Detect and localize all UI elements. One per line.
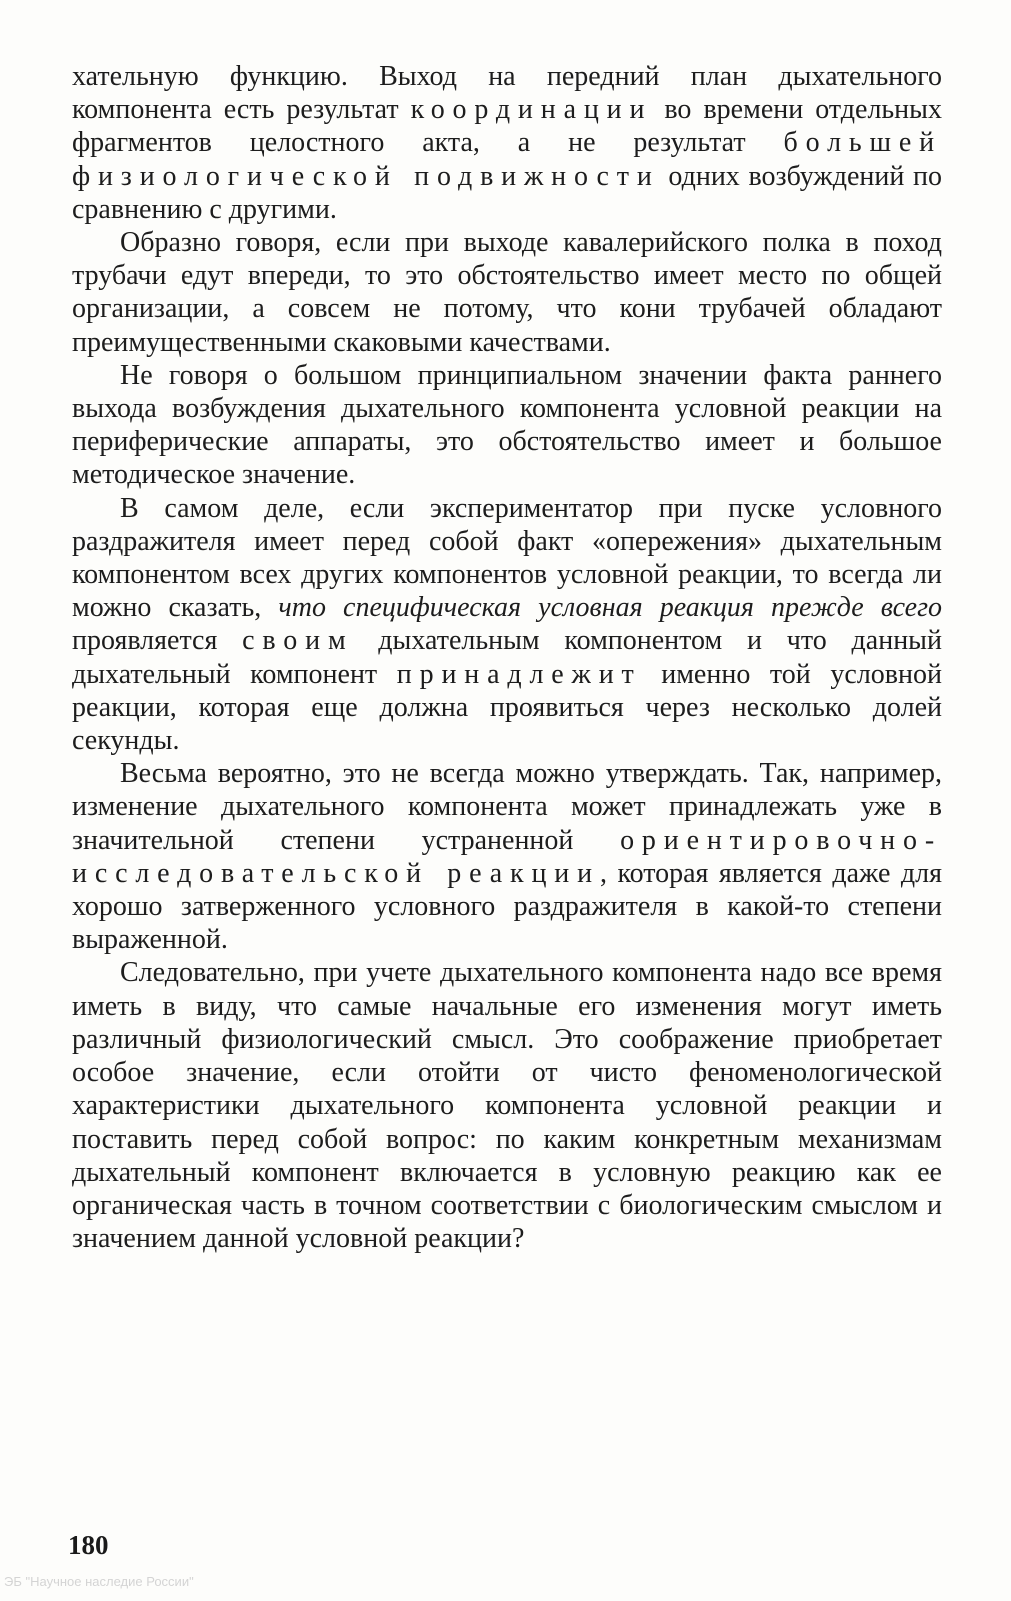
- paragraph-text: именно той условной реакции, которая еще должна проявиться через несколько долей секунды.: [72, 658, 942, 757]
- paragraph-text: Не говоря о большом принципиальном значении факта раннего выхода возбуждения дыхательного компонента условной реакции на периферические аппараты, это обстоятельство имеет и большое методическое значение.: [72, 359, 942, 491]
- spaced-emphasis-text: координации: [410, 94, 653, 126]
- paragraph-text: одних возбуждений по сравнению с другими.: [72, 160, 943, 225]
- paragraph: [72, 60, 942, 226]
- paragraph-text: Образно говоря, если при выходе кавалерийского полка в поход трубачи едут впереди, то это обстоятельство имеет место по общей организации, а совсем не потому, что кони трубачей обладают преимущественными скаковыми качествами.: [72, 227, 942, 358]
- spaced-emphasis-text: большей физиологической подвижности: [72, 127, 942, 192]
- italic-emphasis-text: что специфическая условная реакция прежде всего: [278, 592, 943, 624]
- paragraph: [72, 757, 942, 956]
- paragraph-text: хательную функцию. Выход на передний план дыхательного компонента есть результат: [72, 61, 942, 126]
- paragraph-text: во времени отдельных фрагментов целостного акта, а не результат: [72, 94, 942, 159]
- body-text: [72, 60, 942, 1255]
- paragraph: [72, 956, 942, 1255]
- page-number: 180: [68, 1530, 109, 1560]
- paragraph: [72, 492, 942, 758]
- spaced-emphasis-text: ориентировочно-исследовательской реакции: [72, 824, 942, 889]
- paragraph-text: проявляется: [72, 625, 243, 657]
- paragraph-text: Следовательно, при учете дыхательного компонента надо все время иметь в виду, что самые начальные его изменения могут иметь различный физиологический смысл. Это соображение приобретает особое значение, если отойти от чисто феноменологической характеристики дыхательного компонента условной реакции и поставить перед собой вопрос: по каким конкретным механизмам дыхательный компонент включается в условную реакцию как ее органическая часть в точном соответствии с биологическим смыслом и значением данной условной реакции?: [72, 957, 942, 1255]
- paragraph-text: Весьма вероятно, это не всегда можно утверждать. Так, например, изменение дыхательного компонента может принадлежать уже в значительной степени устраненной: [72, 758, 942, 856]
- spaced-emphasis-text: своим: [242, 625, 354, 657]
- paragraph: [72, 226, 942, 359]
- paragraph-text: дыхательным компонентом и что данный дыхательный компонент: [72, 625, 942, 690]
- paragraph-text: , которая является даже для хорошо затверженного условного раздражителя в какой-то степени выраженной.: [72, 857, 942, 956]
- library-watermark: ЭБ "Научное наследие России": [4, 1574, 194, 1589]
- paragraph: [72, 359, 942, 492]
- spaced-emphasis-text: принадлежит: [396, 658, 642, 690]
- paragraph-text: В самом деле, если экспериментатор при пуске условного раздражителя имеет перед собой факт «опережения» дыхательным компонентом всех других компонентов условной реакции, то всегда ли можно сказать,: [72, 492, 942, 624]
